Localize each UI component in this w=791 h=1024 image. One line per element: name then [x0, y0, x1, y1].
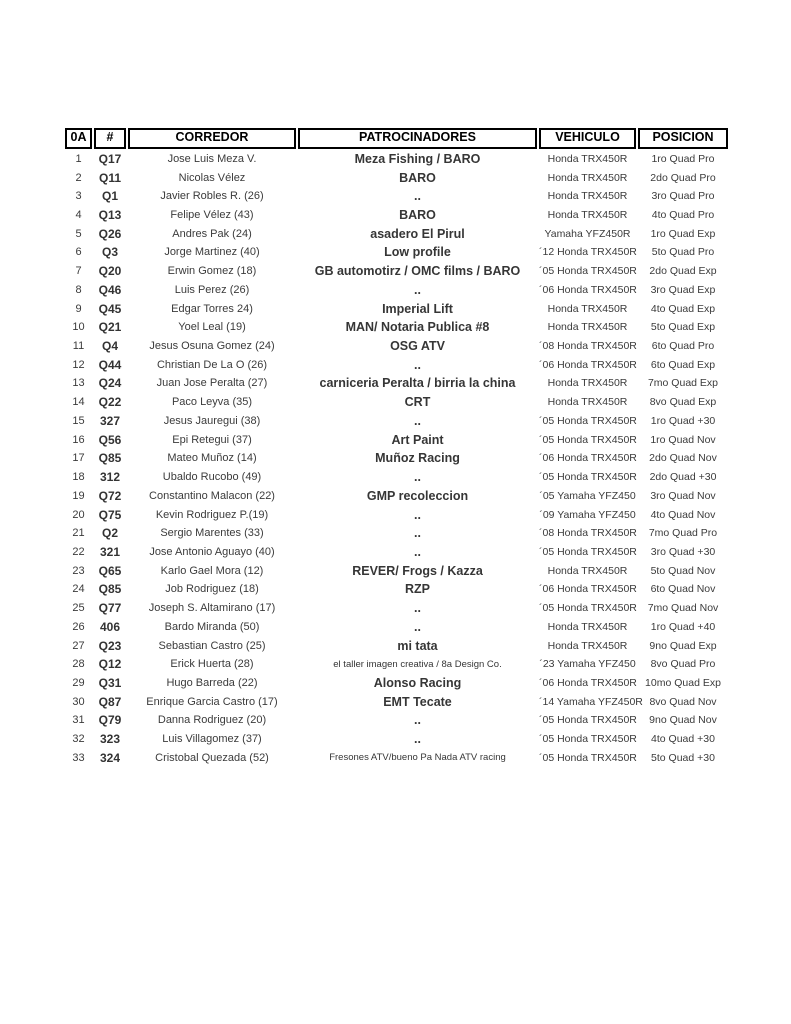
column-header-posicion: POSICION: [638, 128, 728, 149]
rank-cell: 11: [72, 340, 85, 353]
position-cell: 6to Quad Pro: [651, 340, 715, 353]
vehicle-cell: ´23 Yamaha YFZ450: [539, 658, 636, 671]
table-row: [65, 393, 728, 412]
position-cell: 1ro Quad +40: [650, 620, 716, 633]
number-cell: Q65: [98, 563, 122, 578]
vehicle-cell: ´06 Honda TRX450R: [539, 676, 637, 689]
rank-cell: 14: [72, 396, 85, 409]
table-row: [65, 355, 728, 374]
table-row: [65, 468, 728, 487]
table-row: [65, 299, 728, 318]
rank-cell: 25: [72, 602, 85, 615]
rank-cell: 19: [72, 489, 85, 502]
sponsor-cell: ..: [414, 189, 421, 204]
vehicle-cell: Honda TRX450R: [547, 190, 628, 203]
rank-cell: 26: [72, 620, 85, 633]
table-row: [65, 674, 728, 693]
sponsor-cell: GB automotirz / OMC films / BARO: [314, 264, 521, 279]
table-row: [65, 224, 728, 243]
rank-cell: 10: [72, 321, 85, 334]
number-cell: 327: [99, 413, 121, 428]
corredor-cell: Cristobal Quezada (52): [155, 751, 269, 764]
number-cell: Q85: [98, 451, 122, 466]
race-results-table: [65, 128, 728, 767]
position-cell: 10mo Quad Exp: [645, 676, 721, 689]
rank-cell: 31: [72, 714, 85, 727]
position-cell: 1ro Quad +30: [650, 414, 716, 427]
table-row: [65, 374, 728, 393]
table-row: [65, 243, 728, 262]
number-cell: 324: [99, 750, 121, 765]
corredor-cell: Kevin Rodriguez P.(19): [155, 508, 269, 521]
rank-cell: 1: [75, 152, 82, 165]
vehicle-cell: ´05 Honda TRX450R: [539, 751, 637, 764]
vehicle-cell: ´12 Honda TRX450R: [539, 246, 637, 259]
position-cell: 8vo Quad Exp: [649, 396, 717, 409]
position-cell: 4to Quad Nov: [650, 508, 716, 521]
sponsor-cell: Imperial Lift: [382, 301, 453, 316]
corredor-cell: Enrique Garcia Castro (17): [146, 695, 278, 708]
vehicle-cell: ´06 Honda TRX450R: [539, 283, 637, 296]
table-row: [65, 337, 728, 356]
vehicle-cell: ´06 Honda TRX450R: [539, 358, 637, 371]
number-cell: Q79: [98, 713, 122, 728]
vehicle-cell: Honda TRX450R: [547, 377, 628, 390]
corredor-cell: Bardo Miranda (50): [164, 620, 260, 633]
number-cell: Q31: [98, 675, 122, 690]
table-row: [65, 636, 728, 655]
rank-cell: 18: [72, 471, 85, 484]
column-header-corredor: CORREDOR: [128, 128, 296, 149]
table-row: [65, 599, 728, 618]
position-cell: 5to Quad Nov: [650, 564, 716, 577]
position-cell: 4to Quad Pro: [651, 209, 715, 222]
sponsor-cell: Meza Fishing / BARO: [354, 151, 481, 166]
sponsor-cell: Art Paint: [391, 432, 444, 447]
table-row: [65, 505, 728, 524]
number-cell: 321: [99, 544, 121, 559]
vehicle-cell: ´05 Honda TRX450R: [539, 714, 637, 727]
table-row: [65, 150, 728, 169]
rank-cell: 4: [75, 209, 82, 222]
sponsor-cell: asadero El Pirul: [370, 226, 465, 241]
corredor-cell: Job Rodriguez (18): [165, 583, 259, 596]
sponsor-cell: el taller imagen creativa / 8a Design Co.: [333, 658, 502, 670]
corredor-cell: Jesus Osuna Gomez (24): [149, 340, 275, 353]
rank-cell: 7: [75, 265, 82, 278]
rank-cell: 6: [75, 246, 82, 259]
corredor-cell: Nicolas Vélez: [178, 171, 246, 184]
corredor-cell: Jose Luis Meza V.: [167, 152, 257, 165]
vehicle-cell: Honda TRX450R: [547, 321, 628, 334]
sponsor-cell: ..: [414, 507, 421, 522]
vehicle-cell: Honda TRX450R: [547, 620, 628, 633]
corredor-cell: Yoel Leal (19): [178, 321, 246, 334]
corredor-cell: Epi Retegui (37): [172, 433, 252, 446]
table-row: [65, 262, 728, 281]
position-cell: 3ro Quad Pro: [651, 190, 715, 203]
sponsor-cell: BARO: [399, 208, 436, 223]
vehicle-cell: Honda TRX450R: [547, 171, 628, 184]
table-row: [65, 412, 728, 431]
corredor-cell: Juan Jose Peralta (27): [156, 377, 268, 390]
rank-cell: 9: [75, 302, 82, 315]
rank-cell: 15: [72, 414, 85, 427]
column-header-vehiculo: VEHICULO: [539, 128, 636, 149]
corredor-cell: Danna Rodriguez (20): [157, 714, 267, 727]
position-cell: 5to Quad Exp: [650, 321, 716, 334]
number-cell: 323: [99, 732, 121, 747]
sponsor-cell: ..: [414, 357, 421, 372]
table-row: [65, 655, 728, 674]
rank-cell: 32: [72, 733, 85, 746]
number-cell: 406: [99, 619, 121, 634]
rank-cell: 23: [72, 564, 85, 577]
rank-cell: 22: [72, 545, 85, 558]
sponsor-cell: mi tata: [397, 638, 438, 653]
number-cell: Q44: [98, 357, 122, 372]
rank-cell: 21: [72, 527, 85, 540]
table-row: [65, 692, 728, 711]
position-cell: 3ro Quad Nov: [650, 489, 716, 502]
position-cell: 5to Quad Pro: [651, 246, 715, 259]
position-cell: 9no Quad Exp: [649, 639, 717, 652]
corredor-cell: Luis Villagomez (37): [162, 733, 262, 746]
number-cell: Q11: [98, 170, 122, 185]
corredor-cell: Jose Antonio Aguayo (40): [149, 545, 275, 558]
rank-cell: 28: [72, 658, 85, 671]
corredor-cell: Christian De La O (26): [156, 358, 268, 371]
corredor-cell: Sergio Marentes (33): [160, 527, 264, 540]
corredor-cell: Erick Huerta (28): [170, 658, 254, 671]
vehicle-cell: ´09 Yamaha YFZ450: [539, 508, 636, 521]
number-cell: Q22: [98, 395, 122, 410]
number-cell: Q24: [98, 376, 122, 391]
vehicle-cell: ´05 Honda TRX450R: [539, 733, 637, 746]
vehicle-cell: ´05 Honda TRX450R: [539, 545, 637, 558]
rank-cell: 24: [72, 583, 85, 596]
position-cell: 7mo Quad Nov: [647, 602, 719, 615]
sponsor-cell: ..: [414, 282, 421, 297]
position-cell: 6to Quad Nov: [650, 583, 716, 596]
rank-cell: 2: [75, 171, 82, 184]
vehicle-cell: ´08 Honda TRX450R: [539, 527, 637, 540]
rank-cell: 29: [72, 676, 85, 689]
rank-cell: 5: [75, 227, 82, 240]
number-cell: Q75: [98, 507, 122, 522]
number-cell: Q21: [98, 320, 122, 335]
table-row: [65, 617, 728, 636]
column-header-0a: 0A: [65, 128, 92, 149]
rank-cell: 30: [72, 695, 85, 708]
position-cell: 9no Quad Nov: [649, 714, 717, 727]
table-row: [65, 580, 728, 599]
number-cell: Q12: [98, 657, 122, 672]
vehicle-cell: Honda TRX450R: [547, 564, 628, 577]
vehicle-cell: Yamaha YFZ450R: [544, 227, 631, 240]
corredor-cell: Jorge Martinez (40): [164, 246, 260, 259]
number-cell: Q13: [98, 208, 122, 223]
number-cell: Q72: [98, 488, 122, 503]
corredor-cell: Joseph S. Altamirano (17): [148, 602, 276, 615]
number-cell: Q17: [98, 151, 122, 166]
number-cell: Q46: [98, 282, 122, 297]
rank-cell: 3: [75, 190, 82, 203]
corredor-cell: Jesus Jauregui (38): [163, 414, 261, 427]
vehicle-cell: ´05 Honda TRX450R: [539, 471, 637, 484]
sponsor-cell: EMT Tecate: [383, 694, 452, 709]
rank-cell: 8: [75, 283, 82, 296]
number-cell: Q1: [101, 189, 118, 204]
sponsor-cell: BARO: [399, 170, 436, 185]
position-cell: 2do Quad Pro: [650, 171, 716, 184]
vehicle-cell: ´05 Honda TRX450R: [539, 265, 637, 278]
corredor-cell: Karlo Gael Mora (12): [160, 564, 264, 577]
vehicle-cell: ´05 Honda TRX450R: [539, 602, 637, 615]
position-cell: 4to Quad +30: [651, 733, 715, 746]
sponsor-cell: Fresones ATV/bueno Pa Nada ATV racing: [329, 752, 506, 764]
rank-cell: 33: [72, 751, 85, 764]
vehicle-cell: Honda TRX450R: [547, 639, 628, 652]
vehicle-cell: Honda TRX450R: [547, 152, 628, 165]
corredor-cell: Constantino Malacon (22): [149, 489, 275, 502]
number-cell: Q45: [98, 301, 122, 316]
sponsor-cell: REVER/ Frogs / Kazza: [352, 563, 483, 578]
table-row: [65, 711, 728, 730]
position-cell: 1ro Quad Pro: [651, 152, 715, 165]
table-row: [65, 281, 728, 300]
sponsor-cell: Low profile: [384, 245, 451, 260]
sponsor-cell: RZP: [405, 582, 430, 597]
corredor-cell: Andres Pak (24): [172, 227, 252, 240]
vehicle-cell: Honda TRX450R: [547, 302, 628, 315]
sponsor-cell: ..: [414, 619, 421, 634]
sponsor-cell: ..: [414, 526, 421, 541]
number-cell: Q77: [98, 601, 122, 616]
sponsor-cell: OSG ATV: [390, 339, 445, 354]
number-cell: Q2: [101, 526, 118, 541]
corredor-cell: Javier Robles R. (26): [160, 190, 264, 203]
number-cell: Q85: [98, 582, 122, 597]
vehicle-cell: ´08 Honda TRX450R: [539, 340, 637, 353]
position-cell: 7mo Quad Exp: [647, 377, 719, 390]
sponsor-cell: ..: [414, 413, 421, 428]
table-row: [65, 187, 728, 206]
sponsor-cell: MAN/ Notaria Publica #8: [345, 320, 490, 335]
position-cell: 3ro Quad Exp: [650, 283, 716, 296]
table-row: [65, 449, 728, 468]
vehicle-cell: ´05 Yamaha YFZ450: [539, 489, 636, 502]
table-row: [65, 524, 728, 543]
vehicle-cell: ´05 Honda TRX450R: [539, 433, 637, 446]
position-cell: 7mo Quad Pro: [648, 527, 718, 540]
vehicle-cell: ´06 Honda TRX450R: [539, 452, 637, 465]
position-cell: 8vo Quad Nov: [649, 695, 717, 708]
corredor-cell: Mateo Muñoz (14): [167, 452, 257, 465]
position-cell: 5to Quad +30: [651, 751, 715, 764]
position-cell: 4to Quad Exp: [650, 302, 716, 315]
sponsor-cell: ..: [414, 470, 421, 485]
table-row: [65, 749, 728, 768]
number-cell: Q4: [101, 339, 118, 354]
sponsor-cell: ..: [414, 713, 421, 728]
sponsor-cell: Alonso Racing: [373, 675, 462, 690]
rank-cell: 20: [72, 508, 85, 521]
number-cell: Q87: [98, 694, 122, 709]
table-row: [65, 486, 728, 505]
number-cell: Q23: [98, 638, 122, 653]
vehicle-cell: Honda TRX450R: [547, 209, 628, 222]
vehicle-cell: ´05 Honda TRX450R: [539, 414, 637, 427]
table-row: [65, 430, 728, 449]
corredor-cell: Felipe Vélez (43): [170, 209, 254, 222]
table-row: [65, 730, 728, 749]
table-row: [65, 318, 728, 337]
sponsor-cell: ..: [414, 732, 421, 747]
table-row: [65, 543, 728, 562]
corredor-cell: Sebastian Castro (25): [158, 639, 266, 652]
position-cell: 2do Quad Exp: [649, 265, 717, 278]
rank-cell: 13: [72, 377, 85, 390]
number-cell: Q26: [98, 226, 122, 241]
table-row: [65, 168, 728, 187]
table-body: [65, 150, 728, 768]
position-cell: 2do Quad Nov: [649, 452, 717, 465]
corredor-cell: Hugo Barreda (22): [166, 676, 258, 689]
corredor-cell: Luis Perez (26): [174, 283, 250, 296]
number-cell: Q3: [101, 245, 118, 260]
sponsor-cell: carniceria Peralta / birria la china: [319, 376, 516, 391]
rank-cell: 27: [72, 639, 85, 652]
corredor-cell: Paco Leyva (35): [171, 396, 253, 409]
sponsor-cell: GMP recoleccion: [366, 488, 469, 503]
vehicle-cell: ´06 Honda TRX450R: [539, 583, 637, 596]
position-cell: 3ro Quad +30: [650, 545, 716, 558]
number-cell: Q20: [98, 264, 122, 279]
table-row: [65, 561, 728, 580]
table-header-row: [65, 128, 728, 149]
position-cell: 2do Quad +30: [649, 471, 717, 484]
sponsor-cell: ..: [414, 544, 421, 559]
column-header-number: #: [94, 128, 126, 149]
position-cell: 1ro Quad Nov: [650, 433, 716, 446]
vehicle-cell: ´14 Yamaha YFZ450R: [539, 695, 643, 708]
rank-cell: 16: [72, 433, 85, 446]
sponsor-cell: ..: [414, 601, 421, 616]
position-cell: 6to Quad Exp: [650, 358, 716, 371]
rank-cell: 12: [72, 358, 85, 371]
position-cell: 8vo Quad Pro: [650, 658, 716, 671]
corredor-cell: Erwin Gomez (18): [167, 265, 257, 278]
table-row: [65, 206, 728, 225]
vehicle-cell: Honda TRX450R: [547, 396, 628, 409]
corredor-cell: Edgar Torres 24): [171, 302, 253, 315]
position-cell: 1ro Quad Exp: [650, 227, 716, 240]
sponsor-cell: CRT: [404, 395, 431, 410]
number-cell: Q56: [98, 432, 122, 447]
rank-cell: 17: [72, 452, 85, 465]
number-cell: 312: [99, 470, 121, 485]
column-header-patrocinadores: PATROCINADORES: [298, 128, 537, 149]
corredor-cell: Ubaldo Rucobo (49): [162, 471, 262, 484]
sponsor-cell: Muñoz Racing: [375, 451, 460, 466]
